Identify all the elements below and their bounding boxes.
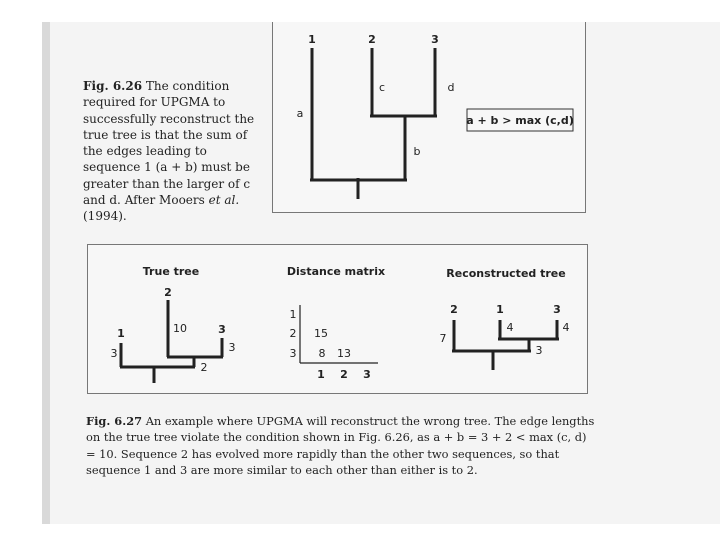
fig626-tree (310, 48, 437, 199)
figure-6-26-label: Fig. 6.26 (83, 79, 143, 93)
recon-edge-label-2: 7 (439, 332, 447, 345)
true-tree-title: True tree (142, 265, 200, 278)
fig626-tip-1: 1 (308, 33, 316, 46)
true-tree-tip-2: 2 (164, 286, 172, 299)
true-tree-edge-label-2: 10 (173, 322, 187, 335)
true-tree-tip-3: 3 (218, 323, 226, 336)
recon-edge-label-1: 4 (506, 321, 514, 334)
recon-tip-2: 2 (450, 303, 458, 316)
fig626-label-d: d (447, 81, 455, 94)
condition-text: a + b > max (c,d) (466, 114, 574, 127)
reconstructed-tree-title: Reconstructed tree (446, 267, 566, 280)
matrix-col-label: 2 (340, 368, 348, 381)
true-tree-edge-label-1: 3 (110, 347, 118, 360)
fig626-label-c: c (378, 81, 386, 94)
figure-6-27-caption-text: An example where UPGMA will reconstruct the wrong tree. The edge lengths on the true tree violate the condition shown in Fig. 6.26, as a + b = 3 + 2 < max (c, d) = 10. Sequence 2 has evolved more rapidly than the other two sequences, so that sequence 1 and 3 are more similar to each other than either is to 2. (86, 414, 595, 478)
figure-6-26-caption-year: (1994). (83, 209, 127, 224)
recon-tip-3: 3 (553, 303, 561, 316)
true-tree-edge-label-internal: 2 (200, 361, 208, 374)
figure-6-26-caption-text: The condition required for UPGMA to successfully reconstruct the true tree is that the sum of the edges leading to sequence 1 (a + b) must be greater than the larger of c and d. After Mooers (83, 79, 255, 208)
figure-6-27-label: Fig. 6.27 (86, 414, 143, 428)
matrix-cell-2-1: 15 (314, 327, 328, 340)
fig626-label-b: b (413, 145, 421, 158)
figure-6-27-caption (86, 413, 596, 479)
matrix-cell-3-1: 8 (318, 347, 326, 360)
fig626-label-a: a (296, 107, 304, 120)
matrix-row-label: 1 (289, 308, 297, 321)
fig626-tip-3: 3 (431, 33, 439, 46)
recon-edge-label-internal: 3 (535, 344, 543, 357)
matrix-row-label: 3 (289, 347, 297, 360)
matrix-cell-3-2: 13 (337, 347, 351, 360)
figure-6-26-caption-etal: et al. (208, 193, 240, 208)
matrix-col-label: 3 (363, 368, 371, 381)
matrix-col-label: 1 (317, 368, 325, 381)
true-tree-tip-1: 1 (117, 327, 125, 340)
distance-matrix-title: Distance matrix (286, 265, 386, 278)
fig626-tip-2: 2 (368, 33, 376, 46)
reconstructed-tree (452, 320, 559, 370)
true-tree-edge-label-3: 3 (228, 341, 236, 354)
matrix-row-label: 2 (289, 327, 297, 340)
recon-tip-1: 1 (496, 303, 504, 316)
true-tree (120, 300, 223, 383)
recon-edge-label-3: 4 (562, 321, 570, 334)
